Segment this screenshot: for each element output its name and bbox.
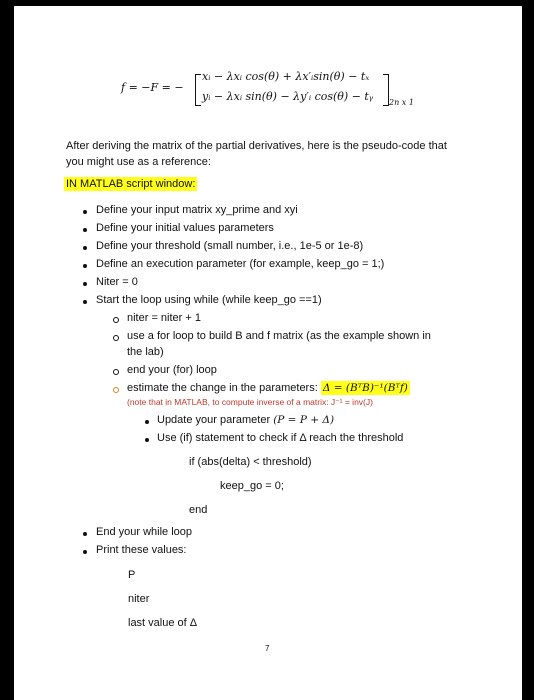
right-border <box>522 0 534 700</box>
equation-row-2: yᵢ − λxᵢ sin(θ) − λy′ᵢ cos(θ) − tᵧ <box>202 90 373 103</box>
print-value: last value of Δ <box>128 617 198 629</box>
equation-lhs: f = −F = − <box>121 81 184 94</box>
bullet-icon <box>83 550 87 554</box>
bullet-icon <box>83 300 87 304</box>
sub-bullet-item: niter = niter + 1 <box>127 312 201 324</box>
intro-line-2: you might use as a reference: <box>66 156 211 168</box>
bullet-icon <box>83 210 87 214</box>
code-end: end <box>189 504 208 516</box>
bullet-icon <box>83 532 87 536</box>
sub-sub-bullet-icon <box>145 420 149 424</box>
code-if-line: if (abs(delta) < threshold) <box>189 456 312 468</box>
matrix-dimension: 2n x 1 <box>389 98 414 107</box>
sub-bullet-item: end your (for) loop <box>127 364 217 376</box>
sub-sub-bullet-item: Update your parameter (P = P + Δ) <box>157 414 335 426</box>
page-number: 7 <box>265 644 270 653</box>
equation-row-1: xᵢ − λxᵢ cos(θ) + λx′ᵢsin(θ) − tₓ <box>202 70 370 83</box>
sub-bullet-icon <box>113 317 119 323</box>
bullet-item: Define your initial values parameters <box>96 222 274 234</box>
matlab-inverse-note: (note that in MATLAB, to compute inverse of a matrix: J⁻¹ = inv(J) <box>127 397 373 407</box>
bullet-icon <box>83 282 87 286</box>
sub-bullet-item-continued: the lab) <box>127 346 164 358</box>
bullet-icon <box>83 228 87 232</box>
sub-bullet-icon <box>113 335 119 341</box>
bullet-icon <box>83 246 87 250</box>
bullet-item: Define an execution parameter (for example, keep_go = 1;) <box>96 258 385 270</box>
print-value: P <box>128 569 136 581</box>
print-value: niter <box>128 593 150 605</box>
sub-sub-bullet-icon <box>145 438 149 442</box>
bullet-item: Niter = 0 <box>96 276 138 288</box>
document-page <box>14 6 522 700</box>
bullet-item: Define your input matrix xy_prime and xyi <box>96 204 298 216</box>
intro-line-1: After deriving the matrix of the partial derivatives, here is the pseudo-code that <box>66 140 447 152</box>
bullet-item: End your while loop <box>96 526 193 538</box>
section-heading: IN MATLAB script window: <box>66 178 196 190</box>
code-keep-go: keep_go = 0; <box>220 480 284 492</box>
bullet-icon <box>83 264 87 268</box>
bullet-item: Define your threshold (small number, i.e., 1e-5 or 1e-8) <box>96 240 364 252</box>
left-border <box>0 0 14 700</box>
bullet-item: Print these values: <box>96 544 187 556</box>
sub-sub-bullet-item: Use (if) statement to check if Δ reach the threshold <box>157 432 404 444</box>
sub-bullet-item: use a for loop to build B and f matrix (as the example shown in <box>127 330 431 342</box>
matrix-left-bracket <box>195 74 201 106</box>
sub-bullet-icon <box>113 387 119 393</box>
sub-bullet-estimate: estimate the change in the parameters: Δ = (BᵀB)⁻¹(Bᵀf) <box>127 382 408 394</box>
sub-bullet-icon <box>113 369 119 375</box>
bullet-item: Start the loop using while (while keep_go ==1) <box>96 294 322 306</box>
delta-formula: Δ = (BᵀB)⁻¹(Bᵀf) <box>322 382 408 394</box>
